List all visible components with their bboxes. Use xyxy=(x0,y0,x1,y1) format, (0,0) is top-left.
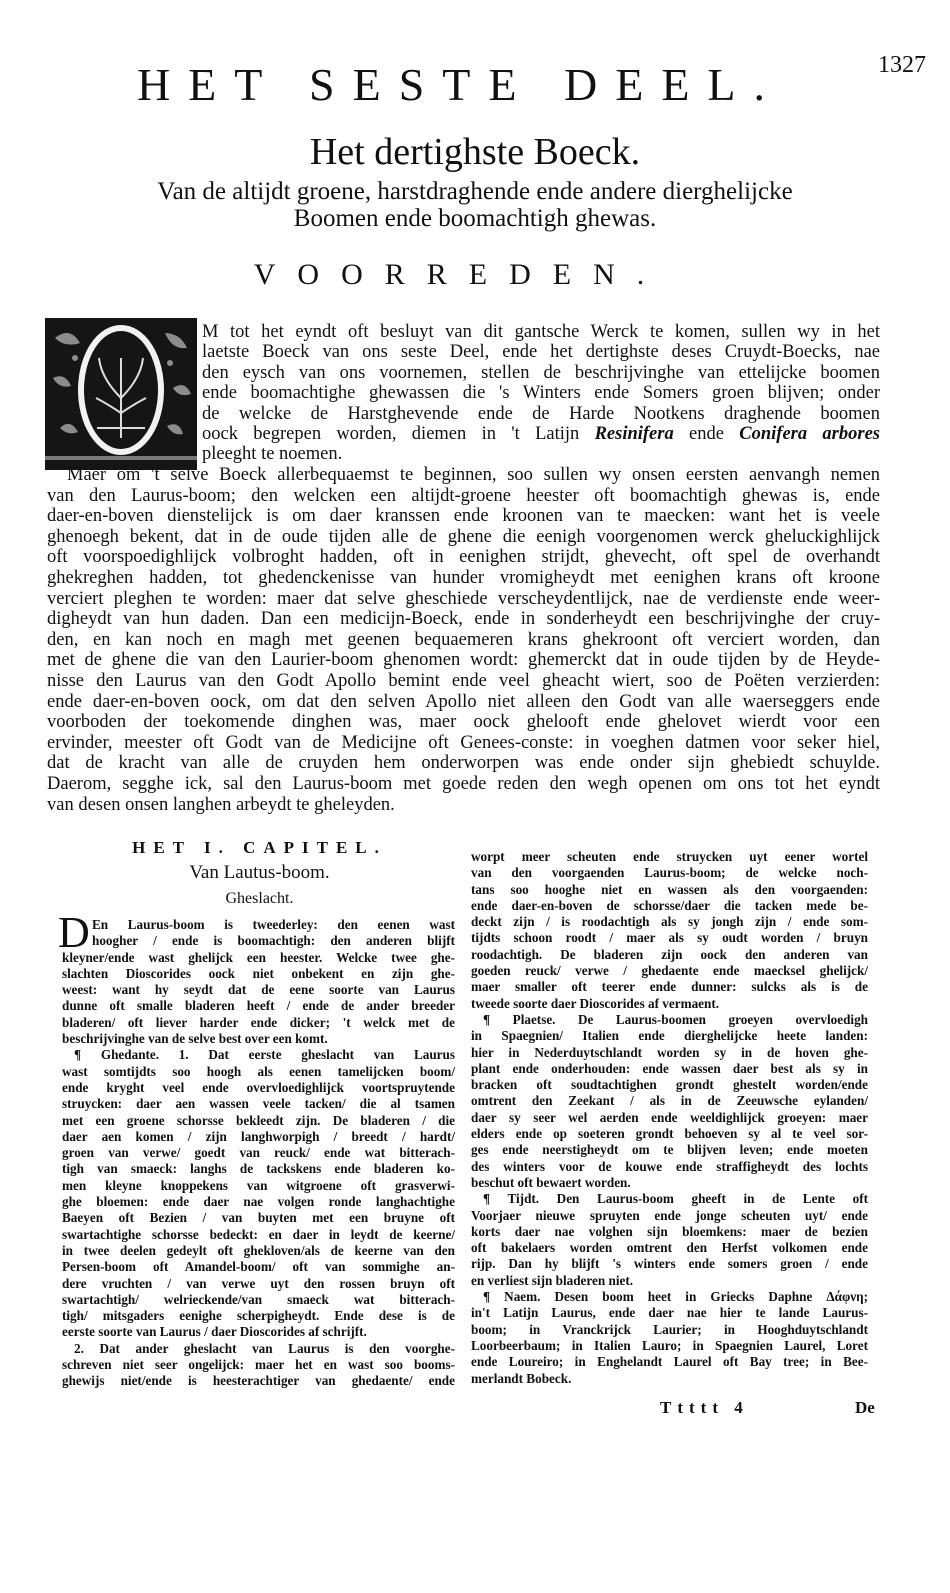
text-line: beschut oft bewaert worden. xyxy=(471,1174,631,1190)
text-line: in Spaegnien/ Italien ende dierghelijcke heete landen: xyxy=(471,1028,868,1044)
text-line: dere vruchten / van verwe uyt den rossen bruyn oft xyxy=(62,1275,455,1291)
text-line: ¶ Plaetse. De Laurus-boomen groeyen overvloedigh xyxy=(483,1011,868,1027)
section-heading: Gheslacht. xyxy=(225,890,294,907)
text-line: oft voorspoedighlijck volbroght hadden, oft in eenighen strijdt, ghevecht, oft spel de overhandt xyxy=(47,547,880,568)
text-line: maer smaller oft teerer ende dunner: sulcks als is de xyxy=(471,979,868,995)
right-column xyxy=(471,849,868,1387)
chapter-heading: HET I. CAPITEL. xyxy=(132,838,387,857)
text-line: dat de kracht van alle de cruyden hem onderworpen was ende onder sijn ghebiedt schuylde. xyxy=(47,753,880,774)
text-line: korts daer nae volghen sijn bloemkens: maer de bezien xyxy=(471,1223,868,1239)
text-line: ¶ Naem. Desen boom heet in Griecks Daphne Δάφνη; xyxy=(483,1289,868,1305)
text-line: van den voorgaenden Laurus-boom; de welcke noch- xyxy=(471,865,868,881)
text-line: goeden reuck/ verwe / ghedaente ende maecksel ghelijck/ xyxy=(471,963,868,979)
preface-body xyxy=(47,465,880,815)
text-line: de welcke de Harstghevende ende de Harde Nootkens draghende boomen xyxy=(202,403,880,424)
text-line: ghenoegh bekent, dat in de oude tijden alle de ghene die eenigh voorgenomen werck gheluckighlijck xyxy=(47,526,880,547)
text-line: hoogher / ende is boomachtigh: den anderen blijft xyxy=(92,933,455,949)
text-line: groen van verwe/ goedt van reuck/ ende wat bitterach- xyxy=(62,1145,455,1161)
text-line: ghekreghen hadden, tot ghedenckenisse van hunder vromigheydt met eenighen krans oft kroone xyxy=(47,567,880,588)
text-line: van den Laurus-boom; den welcken een altijdt-groene heester oft boomachtigh ghewas is, ende xyxy=(47,485,880,506)
text-line: oft bakelaers worden omtrent den Herfst volkomen ende xyxy=(471,1240,868,1256)
text-line: deckt zijn / is roodachtigh als sy jongh zijn / ende som- xyxy=(471,914,868,930)
text-line: met een groene schorsse bekleedt zijn. De bladeren / die xyxy=(62,1112,455,1128)
text-line: roodachtigh. De bladeren zijn oock den anderen van xyxy=(471,946,868,962)
text-line: weest: want hy seydt dat de eene soorte van Laurus xyxy=(62,982,455,998)
text-line: ges ende neerstigheydt om te blijven leven; ende moeten xyxy=(471,1142,868,1158)
text-line: Maer om 't selve Boeck allerbequaemst te beginnen, soo sullen wy onsen eersten aenvangh nemen xyxy=(67,465,880,485)
text-line: den, en kan noch en magh met geenen bequaemeren krans ghekroont oft verciert worden, dan xyxy=(47,629,880,650)
text-line: tans soo hooghe niet en wassen als den voorgaenden: xyxy=(471,881,868,897)
text-line: En Laurus-boom is tweederley: den eenen wast xyxy=(92,917,455,932)
text-line: plant ende onderhouden: ende wassen daer best als sy in xyxy=(471,1060,868,1076)
text-segment: ende xyxy=(673,424,740,445)
left-column xyxy=(58,908,455,1390)
text-line xyxy=(202,424,880,444)
page-number: 1327 xyxy=(878,52,926,78)
text-line: rijp. Dan hy blijft 's winters ende somers groen / ende xyxy=(471,1256,868,1272)
text-line: kleyner/ende wast ghelijck een heester. Welcke twee ghe- xyxy=(62,949,455,965)
text-line: verciert pleghen te worden: maer dat selve gheschiede verscheydentlijck, nae de verdienste ende weer- xyxy=(47,588,880,609)
text-line: Voorjaer nieuwe spruyten ende jonge scheuten uyt/ ende xyxy=(471,1207,868,1223)
text-line: Persen-boom oft Amandel-boom/ oft van sommighe an- xyxy=(62,1259,455,1275)
text-line: voorboden der toekomende dinghen was, maer oock ghelooft ende ghelovet wierdt voor een xyxy=(47,712,880,733)
text-line: swartachtighe schorsse bedeckt: en daer in leydt de keerne/ xyxy=(62,1226,455,1242)
text-line: bracken oft soudtachtighen grondt ghestelt worden/ende xyxy=(471,1077,868,1093)
book-title: Het dertighste Boeck. xyxy=(309,131,641,173)
chapter-title: Van Lautus-boom. xyxy=(189,862,330,883)
text-line: boom; in Vranckrijck Laurier; in Hooghduytschlandt xyxy=(471,1321,868,1337)
text-line: 2. Dat ander gheslacht van Laurus is den voorghe- xyxy=(74,1340,455,1356)
text-line: Loorbeerbaum; in Italien Lauro; in Spaegnien Laurel, Loret xyxy=(471,1337,868,1353)
text-line: ende daer-en-boven de schorsse/daer die tacken mede be- xyxy=(471,897,868,913)
subtitle-line: Boomen ende boomachtigh ghewas. xyxy=(293,205,657,232)
text-line: daer sy seer wel aerden ende weeldighlijck groeyen: maer xyxy=(471,1109,868,1125)
signature-mark: Ttttt 4 xyxy=(660,1398,749,1417)
text-line: daer-en-boven dienstelijck is om daer kranssen ende kroonen van te maecken: want het is veele xyxy=(47,506,880,527)
text-line: in twee deelen gedeylt oft ghekloven/als de keerne van den xyxy=(62,1242,455,1258)
text-line: merlandt Bobeck. xyxy=(471,1370,572,1386)
preface-heading: VOORREDEN. xyxy=(253,258,667,291)
latin-term: Conifera arbores xyxy=(739,424,880,445)
text-line: worpt meer scheuten ende struycken uyt eener wortel xyxy=(471,849,868,864)
text-line: struycken: daer aen wassen veele tacken/ die al tsamen xyxy=(62,1096,455,1112)
book-subtitle xyxy=(60,178,890,232)
text-line: tigh van smaeck: langhs de tackskens ende bladeren ko- xyxy=(62,1161,455,1177)
text-line: nisse den Laurus van den Godt Apollo bemint ende veel gheacht wiert, soo de Poëten verzierden: xyxy=(47,670,880,691)
text-line: ende kryght veel ende overvloedighlijck voortspruytende xyxy=(62,1079,455,1095)
text-line: pleeght te noemen. xyxy=(202,444,343,465)
text-line: ende Loureiro; in Enghelandt Laurel oft Bay tree; in Bee- xyxy=(471,1354,868,1370)
text-line: men kleyne knoppekens van witgroene oft grasverwi- xyxy=(62,1177,455,1193)
text-line: eerste soorte van Laurus / daer Dioscorides af schrijft. xyxy=(62,1324,367,1340)
text-line: ende boomachtighe ghewassen die 's Winters ende Somers groen blijven; onder xyxy=(202,383,880,404)
text-line: ghewijs niet/ende is heesterachtiger van ghedaente/ ende xyxy=(62,1373,455,1389)
text-line: tweede soorte daer Dioscorides af vermaent. xyxy=(471,995,720,1011)
drop-letter: D xyxy=(58,908,90,957)
ornamental-initial-o-icon xyxy=(45,318,197,470)
text-line: slachten Dioscorides oock niet onbekent en zijn ghe- xyxy=(62,965,455,981)
text-line: Baeyen oft Bezien / van buyten met een bruyne oft xyxy=(62,1210,455,1226)
text-line: tigh/ mitsgaders eenighe scherpigheydt. Ende dese is de xyxy=(62,1308,455,1324)
text-line: schreven niet seer ongelijck: maer het en wast soo booms- xyxy=(62,1357,455,1373)
text-segment: oock begrepen worden, diemen in 't Latijn xyxy=(202,424,595,445)
text-line: wast somtijdts soo hoogh als eenen tamelijcken boom/ xyxy=(62,1063,455,1079)
text-line: laetste Boeck van ons seste Deel, ende het dertighste deses Cruydt-Boecks, nae xyxy=(202,342,880,363)
text-line: digheydt van hun daden. Dan een medicijn-Boeck, ende in sonderheydt een beschrijvinghe der cruy- xyxy=(47,609,880,630)
subtitle-line: Van de altijdt groene, harstdraghende ende andere dierghelijcke xyxy=(157,178,793,205)
text-line: ende daer-en-boven oock, om dat den selven Apollo niet alleen den Godt van alle waerseggers ende xyxy=(47,691,880,712)
text-line: van desen onsen langhen arbeydt te gheleyden. xyxy=(47,794,395,815)
text-line: ghe bloemen: ende daer nae volgen ronde langhachtighe xyxy=(62,1194,455,1210)
text-line: met de ghene die van den Laurier-boom ghenomen wordt: ghemerckt dat in oude tijden by de Heyde- xyxy=(47,650,880,671)
text-line: den eysch van ons voornemen, stellen de beschrijvinghe van ettelijcke boomen xyxy=(202,362,880,383)
text-line: en verliest sijn bladeren niet. xyxy=(471,1272,634,1288)
text-line: bladeren/ oft liever harder ende dicker; 't welck met de xyxy=(62,1014,455,1030)
text-line: daer aen komen / zijn langhworpigh / breedt / hardt/ xyxy=(62,1128,455,1144)
text-line: dunne oft smalle bladeren heeft / ende de ander breeder xyxy=(62,998,455,1014)
latin-term: Resinifera xyxy=(594,424,674,445)
preface-opening xyxy=(202,322,880,465)
text-line: elders ende op soeteren grondt behoeven sy al te veel sor- xyxy=(471,1126,868,1142)
text-line: M tot het eyndt oft besluyt van dit gantsche Werck te komen, sullen wy in het xyxy=(202,322,880,342)
text-line: des winters voor de kouwe ende straffigheydt des lochts xyxy=(471,1158,868,1174)
catchword: De xyxy=(855,1398,875,1417)
text-line: swartachtigh/ welrieckende/van smaeck wat bitterach- xyxy=(62,1291,455,1307)
text-line: ¶ Ghedante. 1. Dat eerste gheslacht van Laurus xyxy=(74,1047,455,1063)
text-line: tijdts schoon roodt / maer als sy oudt worden / bruyn xyxy=(471,930,868,946)
text-line: hier in Nederduytschlandt worden sy in de hoven ghe- xyxy=(471,1044,868,1060)
part-title: HET SESTE DEEL. xyxy=(136,59,784,110)
text-line: Daerom, segghe ick, sal den Laurus-boom met goede reden den wegh openen om ons tot het eyndt xyxy=(47,773,880,794)
text-line: in't Latijn Laurus, ende daer nae hier te lande Laurus- xyxy=(471,1305,868,1321)
text-line: omtrent den Zeekant / als in de Zeeuwsche eylanden/ xyxy=(471,1093,868,1109)
text-line: ervinder, meester oft Godt van de Medicijne oft Genees-conste: in voeghen datmen voor seker hiel, xyxy=(47,732,880,753)
text-line: beschrijvinghe van de selve best over een komt. xyxy=(62,1031,328,1047)
text-line: ¶ Tijdt. Den Laurus-boom gheeft in de Lente oft xyxy=(483,1191,868,1207)
